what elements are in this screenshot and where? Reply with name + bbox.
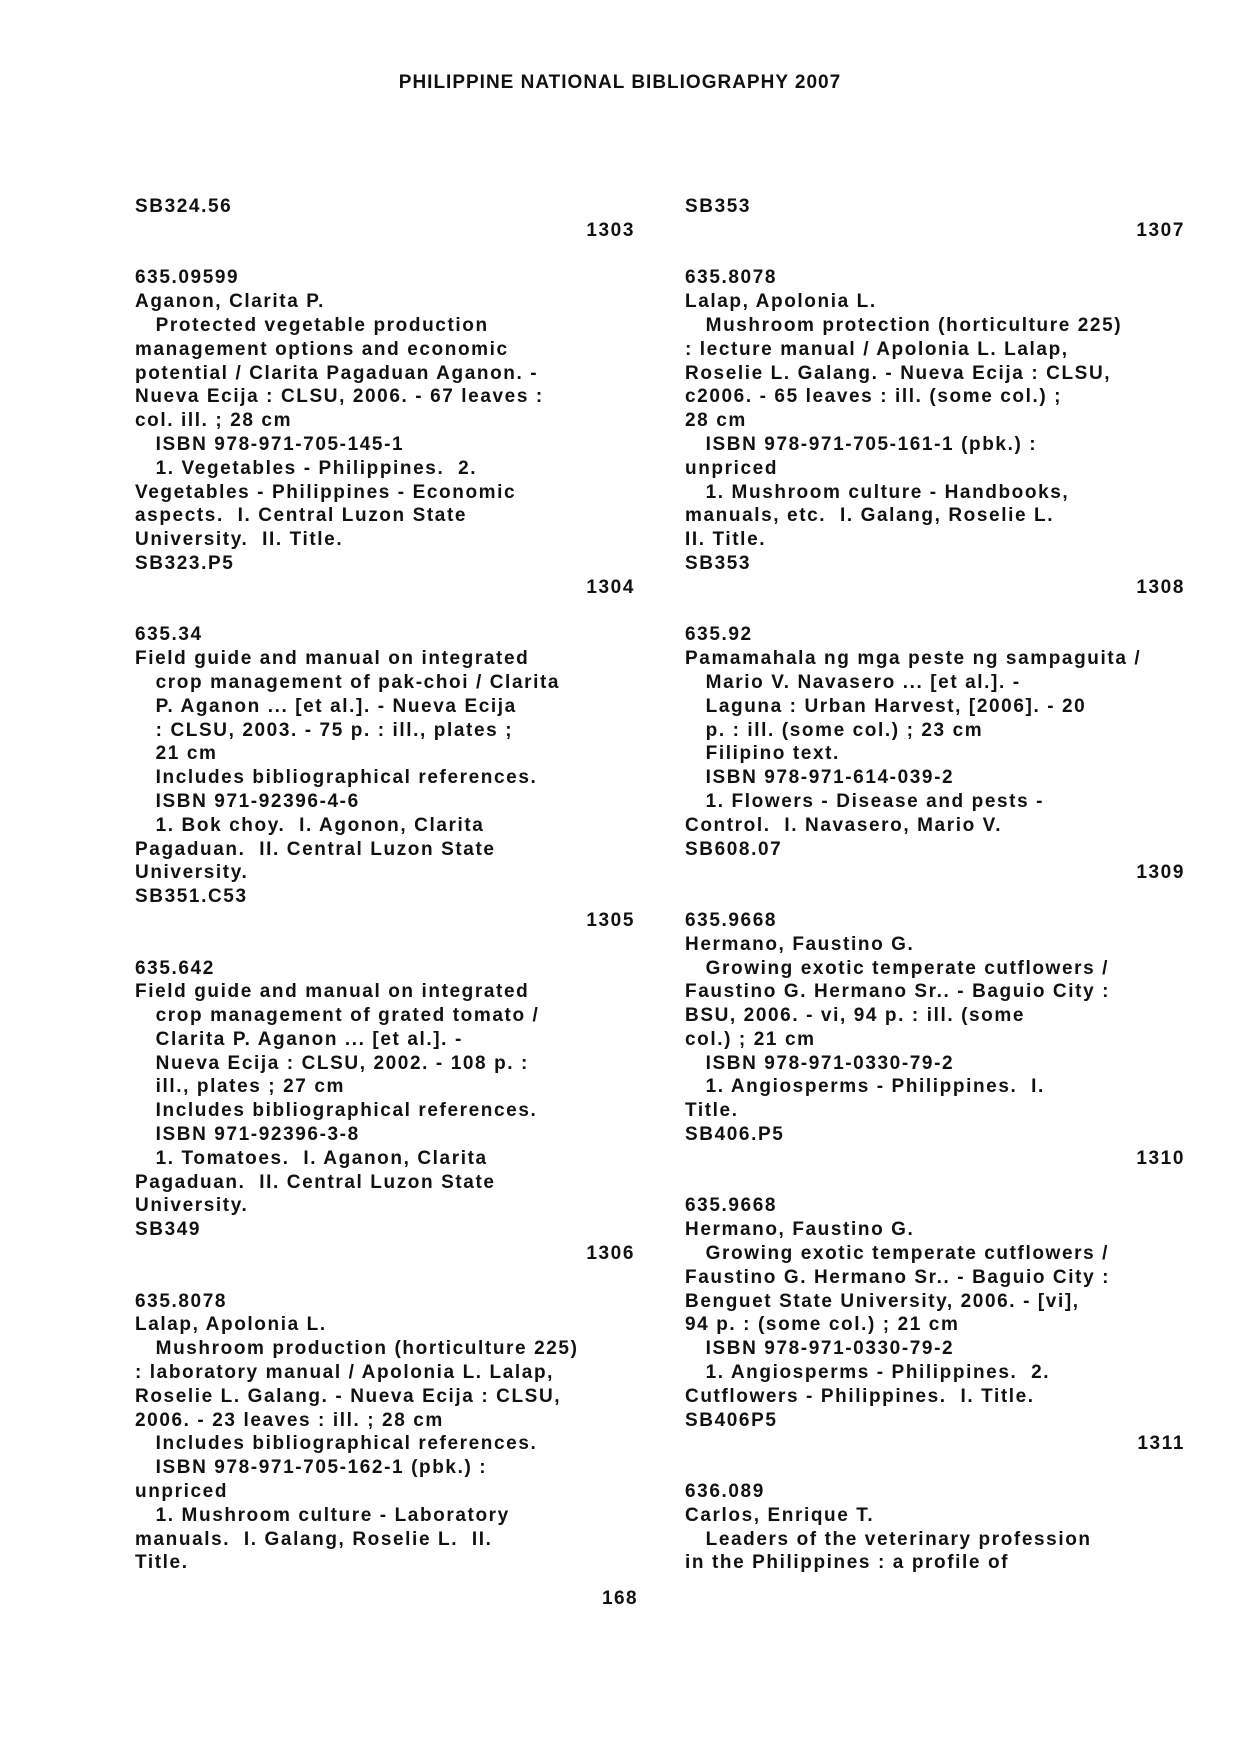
bibliographic-entry (135, 266, 635, 575)
entry-number: 1305 (586, 909, 635, 931)
bibliographic-entry (685, 1480, 1185, 1575)
entry-line: manuals. I. Galang, Roselie L. II. (135, 1528, 493, 1550)
entry-line: Aganon, Clarita P. (135, 291, 325, 313)
bibliographic-entry (135, 195, 635, 219)
entry-line: potential / Clarita Pagaduan Aganon. - (135, 362, 539, 384)
entry-line: 1. Vegetables - Philippines. 2. (135, 457, 478, 479)
entry-line: Field guide and manual on integrated (135, 648, 530, 670)
entry-line: 1. Flowers - Disease and pests - (685, 790, 1045, 812)
entry-spacer (685, 885, 1185, 909)
bibliographic-entry (685, 623, 1185, 861)
entry-line: ISBN 978-971-705-145-1 (135, 433, 405, 455)
entry-number: 1303 (586, 219, 635, 241)
entry-line: Mario V. Navasero ... [et al.]. - (685, 671, 1021, 693)
entry-line: crop management of grated tomato / (135, 1005, 540, 1027)
bibliographic-entry (135, 1290, 635, 1576)
entry-line: Lalap, Apolonia L. (135, 1314, 327, 1336)
entry-number: 1310 (1136, 1147, 1185, 1169)
entry-spacer (685, 1456, 1185, 1480)
entry-line: Roselie L. Galang. - Nueva Ecija : CLSU, (685, 362, 1112, 384)
entry-line: Benguet State University, 2006. - [vi], (685, 1290, 1080, 1312)
entry-line: BSU, 2006. - vi, 94 p. : ill. (some (685, 1005, 1026, 1027)
entry-line: manuals, etc. I. Galang, Roselie L. (685, 505, 1055, 527)
entry-spacer (685, 600, 1185, 624)
bibliographic-entry (135, 957, 635, 1243)
entry-line: unpriced (685, 457, 779, 479)
entry-line: 635.9668 (685, 1195, 778, 1217)
entry-line: SB349 (135, 1219, 202, 1241)
entry-line: Vegetables - Philippines - Economic (135, 481, 517, 503)
entry-line: SB406.P5 (685, 1124, 785, 1146)
entry-line: p. : ill. (some col.) ; 23 cm (685, 719, 984, 741)
entry-spacer (685, 1171, 1185, 1195)
entry-line: c2006. - 65 leaves : ill. (some col.) ; (685, 386, 1063, 408)
entry-number: 1309 (1136, 862, 1185, 884)
entry-line: Leaders of the veterinary profession (685, 1528, 1092, 1550)
entry-line: 635.92 (685, 624, 753, 646)
entry-line: University. II. Title. (135, 529, 344, 551)
entry-line: SB406P5 (685, 1409, 778, 1431)
right-column (685, 195, 1185, 1575)
entry-line: Includes bibliographical references. (135, 1100, 538, 1122)
bibliographic-entry (685, 909, 1185, 1147)
entry-number: 1308 (1136, 576, 1185, 598)
entry-line: unpriced (135, 1481, 229, 1503)
entry-line: Mushroom protection (horticulture 225) (685, 314, 1123, 336)
entry-line: 21 cm (135, 743, 218, 765)
entry-line: 1. Mushroom culture - Handbooks, (685, 481, 1070, 503)
entry-line: Carlos, Enrique T. (685, 1504, 875, 1526)
entry-line: Pamamahala ng mga peste ng sampaguita / (685, 648, 1142, 670)
entry-line: Includes bibliographical references. (135, 767, 538, 789)
entry-line: ill., plates ; 27 cm (135, 1076, 345, 1098)
entry-spacer (135, 1266, 635, 1290)
entry-line: 635.8078 (135, 1290, 228, 1312)
entry-line: 94 p. : (some col.) ; 21 cm (685, 1314, 960, 1336)
entry-line: Filipino text. (685, 743, 840, 765)
entry-line: Mushroom production (horticulture 225) (135, 1338, 579, 1360)
entry-line: 636.089 (685, 1481, 765, 1503)
entry-line: SB351.C53 (135, 886, 248, 908)
entry-line: SB353 (685, 552, 752, 574)
left-column (135, 195, 635, 1575)
entry-line: crop management of pak-choi / Clarita (135, 671, 561, 693)
entry-line: Laguna : Urban Harvest, [2006]. - 20 (685, 695, 1087, 717)
entry-line: 635.09599 (135, 267, 240, 289)
entry-line: : laboratory manual / Apolonia L. Lalap, (135, 1362, 555, 1384)
entry-line: SB608.07 (685, 838, 783, 860)
entry-line: Faustino G. Hermano Sr.. - Baguio City : (685, 1266, 1111, 1288)
entry-line: SB323.P5 (135, 552, 235, 574)
bibliographic-entry (685, 1194, 1185, 1432)
entry-line: 635.642 (135, 957, 215, 979)
entry-line: ISBN 978-971-705-162-1 (pbk.) : (135, 1457, 488, 1479)
entry-line: Lalap, Apolonia L. (685, 291, 877, 313)
entry-line: University. (135, 1195, 249, 1217)
entry-line: Hermano, Faustino G. (685, 933, 915, 955)
entry-line: 1. Tomatoes. I. Aganon, Clarita (135, 1147, 488, 1169)
entry-line: management options and economic (135, 338, 509, 360)
entry-line: Growing exotic temperate cutflowers / (685, 957, 1110, 979)
entry-line: II. Title. (685, 529, 767, 551)
entry-line: Roselie L. Galang. - Nueva Ecija : CLSU, (135, 1385, 562, 1407)
entry-line: Nueva Ecija : CLSU, 2006. - 67 leaves : (135, 386, 544, 408)
entry-line: 635.34 (135, 624, 203, 646)
bibliographic-entry (135, 623, 635, 909)
entry-line: Hermano, Faustino G. (685, 1219, 915, 1241)
page-header: PHILIPPINE NATIONAL BIBLIOGRAPHY 2007 (398, 72, 842, 93)
entry-line: 1. Bok choy. I. Agonon, Clarita (135, 814, 485, 836)
entry-line: Includes bibliographical references. (135, 1433, 538, 1455)
entry-line: 635.8078 (685, 267, 778, 289)
entry-line: SB353 (685, 196, 752, 217)
entry-line: Pagaduan. II. Central Luzon State (135, 838, 496, 860)
entry-line: 28 cm (685, 410, 747, 432)
entry-line: 2006. - 23 leaves : ill. ; 28 cm (135, 1409, 444, 1431)
entry-line: ISBN 971-92396-4-6 (135, 790, 360, 812)
entry-line: 1. Mushroom culture - Laboratory (135, 1504, 510, 1526)
entry-line: Clarita P. Aganon ... [et al.]. - (135, 1028, 463, 1050)
entry-line: ISBN 978-971-614-039-2 (685, 767, 955, 789)
entry-line: ISBN 978-971-0330-79-2 (685, 1052, 955, 1074)
entry-line: Faustino G. Hermano Sr.. - Baguio City : (685, 981, 1111, 1003)
entry-line: Pagaduan. II. Central Luzon State (135, 1171, 496, 1193)
entry-line: Nueva Ecija : CLSU, 2002. - 108 p. : (135, 1052, 529, 1074)
entry-line: University. (135, 862, 249, 884)
entry-line: 1. Angiosperms - Philippines. I. (685, 1076, 1045, 1098)
entry-line: SB324.56 (135, 196, 233, 217)
entry-number: 1307 (1136, 219, 1185, 241)
page-number: 168 (602, 1588, 638, 1609)
entry-line: Cutflowers - Philippines. I. Title. (685, 1385, 1035, 1407)
entry-spacer (135, 600, 635, 624)
entry-line: Protected vegetable production (135, 314, 489, 336)
bibliographic-entry (685, 266, 1185, 575)
entry-number: 1304 (586, 576, 635, 598)
entry-line: ISBN 978-971-0330-79-2 (685, 1338, 955, 1360)
entry-line: ISBN 971-92396-3-8 (135, 1124, 360, 1146)
bibliographic-entry (685, 195, 1185, 219)
entry-spacer (685, 243, 1185, 267)
entry-line: Title. (685, 1100, 739, 1122)
entry-line: 635.9668 (685, 909, 778, 931)
entry-line: Growing exotic temperate cutflowers / (685, 1243, 1110, 1265)
entry-line: ISBN 978-971-705-161-1 (pbk.) : (685, 433, 1038, 455)
entry-line: in the Philippines : a profile of (685, 1552, 1010, 1574)
entry-line: Control. I. Navasero, Mario V. (685, 814, 1003, 836)
entry-line: Field guide and manual on integrated (135, 981, 530, 1003)
entry-line: Title. (135, 1552, 189, 1574)
entry-spacer (135, 933, 635, 957)
entry-number: 1306 (586, 1243, 635, 1265)
entry-line: aspects. I. Central Luzon State (135, 505, 468, 527)
entry-line: P. Aganon ... [et al.]. - Nueva Ecija (135, 695, 517, 717)
entry-line: 1. Angiosperms - Philippines. 2. (685, 1362, 1051, 1384)
entry-number: 1311 (1137, 1433, 1185, 1455)
entry-line: col.) ; 21 cm (685, 1028, 816, 1050)
entry-line: : CLSU, 2003. - 75 p. : ill., plates ; (135, 719, 514, 741)
entry-spacer (135, 243, 635, 267)
entry-line: : lecture manual / Apolonia L. Lalap, (685, 338, 1069, 360)
entry-line: col. ill. ; 28 cm (135, 410, 293, 432)
